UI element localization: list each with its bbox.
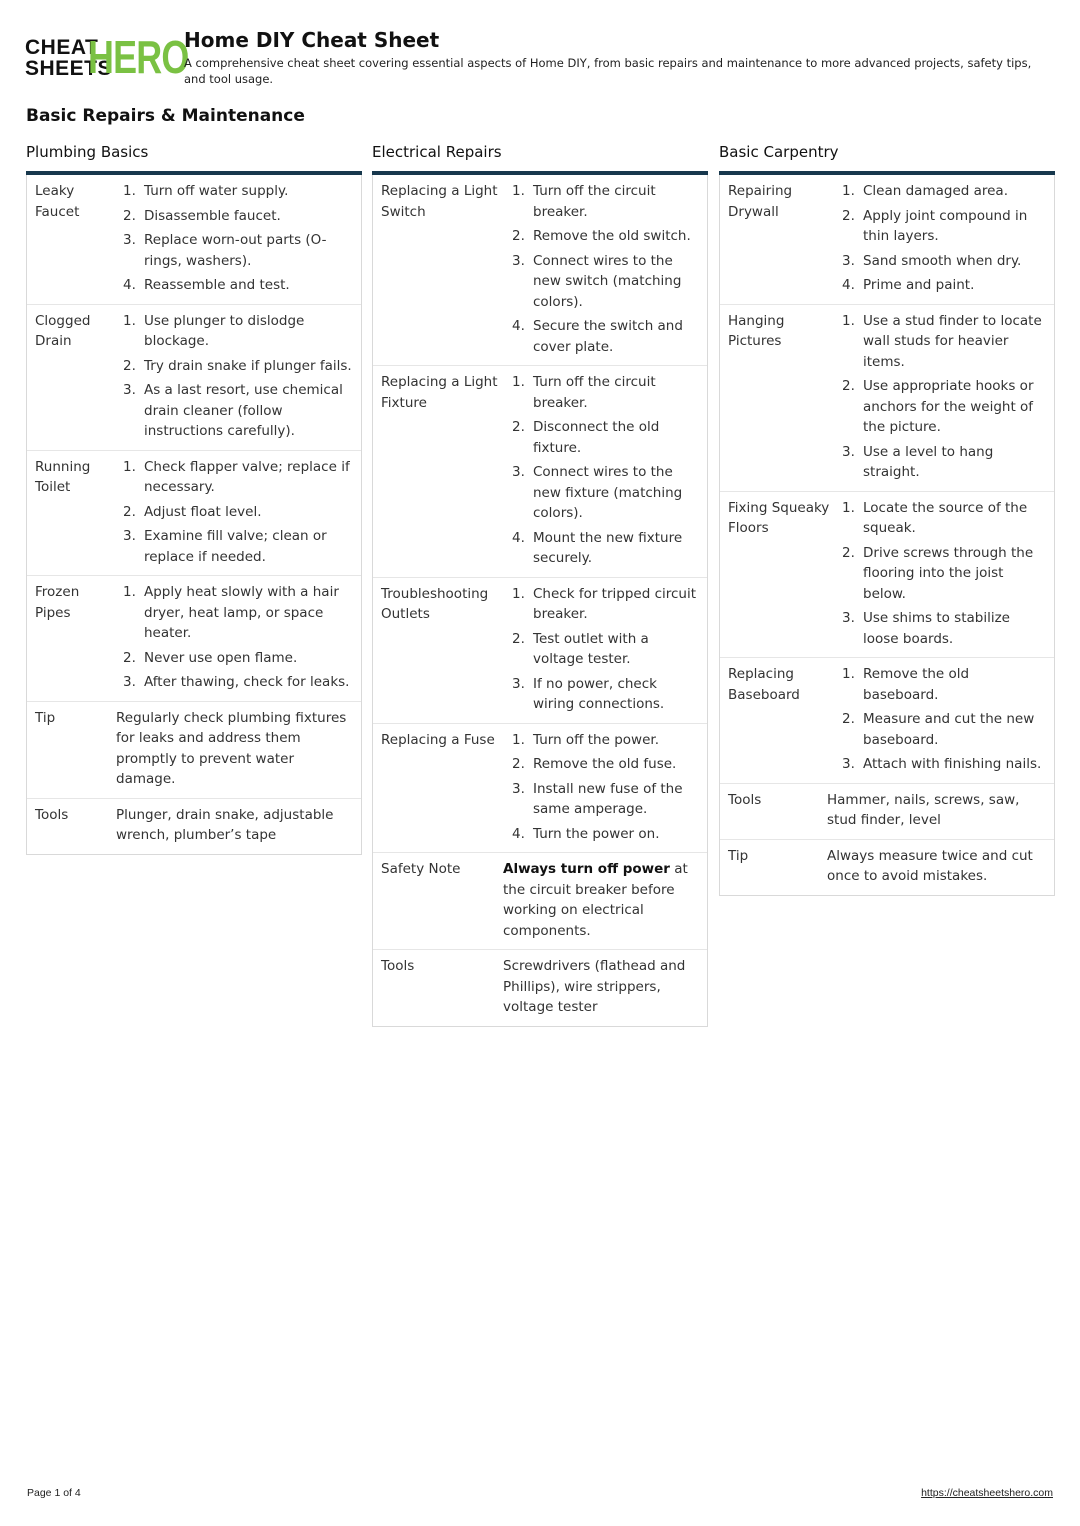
step-text: Adjust float level. (144, 503, 262, 520)
list-item: 3. Connect wires to the new switch (matching colors). (512, 252, 682, 310)
list-item: 1. Apply heat slowly with a hair dryer, heat lamp, or space heater. (123, 584, 339, 641)
step-text: Connect wires to the new switch (matching colors). (533, 252, 682, 310)
step-text: Check for tripped circuit breaker. (533, 585, 697, 622)
step-text: Sand smooth when dry. (863, 252, 1022, 269)
steps-list (505, 584, 707, 715)
table-row (720, 175, 1054, 305)
row-label: Fixing Squeaky Floors (728, 499, 830, 536)
table-row (27, 175, 361, 305)
list-item: 3. Use shims to stabilize loose boards. (842, 610, 1010, 647)
list-item: 2. Disconnect the old fixture. (512, 419, 660, 456)
steps-list (116, 181, 361, 296)
steps-list (116, 457, 361, 568)
row-label: Tools (381, 958, 415, 974)
list-item: 1. Use a stud finder to locate wall studs for heavier items. (842, 312, 1042, 370)
page-description: A comprehensive cheat sheet covering essential aspects of Home DIY, from basic repairs and maintenance to more advanced projects, safety tips, and tool usage. (184, 56, 1032, 86)
step-text: Drive screws through the flooring into the joist below. (863, 544, 1034, 602)
row-label: Safety Note (381, 861, 461, 877)
list-item: 2. Adjust float level. (123, 503, 262, 520)
list-item: 2. Apply joint compound in thin layers. (842, 207, 1028, 244)
table-row-tools (720, 784, 1054, 840)
step-text: Remove the old switch. (533, 228, 691, 244)
plumbing-table (26, 175, 362, 855)
step-text: Use a level to hang straight. (863, 443, 994, 480)
list-item: 2. Remove the old fuse. (512, 756, 677, 772)
list-item: 1. Turn off the circuit breaker. (512, 183, 656, 220)
step-text: Mount the new fixture securely. (533, 529, 683, 566)
step-text: Connect wires to the new fixture (matching colors). (533, 464, 683, 521)
carpentry-title: Basic Carpentry (719, 143, 839, 161)
step-text: Turn off water supply. (144, 183, 289, 199)
list-item: 1. Turn off water supply. (123, 183, 289, 199)
site-link[interactable]: https://cheatsheetshero.com (921, 1487, 1053, 1499)
step-text: Apply heat slowly with a hair dryer, heat lamp, or space heater. (144, 584, 339, 641)
list-item: 2. Remove the old switch. (512, 228, 691, 244)
table-row-safety (373, 853, 707, 950)
list-item: 2. Test outlet with a voltage tester. (512, 630, 649, 667)
table-row (720, 658, 1054, 784)
row-label: Replacing a Light Switch (381, 183, 498, 220)
section-title: Basic Repairs & Maintenance (26, 106, 305, 126)
table-row (720, 305, 1054, 492)
step-text: Locate the source of the squeak. (863, 499, 1028, 536)
safety-rest: at the circuit breaker before working on electrical components. (503, 861, 688, 939)
steps-list (505, 730, 707, 845)
step-text: Turn the power on. (533, 825, 660, 842)
list-item: 4. Prime and paint. (842, 277, 975, 293)
table-row (373, 724, 707, 854)
cheatsheetshero-logo (25, 31, 189, 83)
list-item: 2. Use appropriate hooks or anchors for the weight of the picture. (842, 378, 1034, 435)
list-item: 3. Install new fuse of the same amperage. (512, 780, 683, 817)
step-text: Install new fuse of the same amperage. (533, 780, 683, 817)
list-item: 3. Replace worn-out parts (O-rings, washers). (123, 232, 327, 269)
table-row-tools (373, 950, 707, 1026)
steps-list (835, 181, 1054, 296)
step-text: Secure the switch and cover plate. (533, 318, 683, 355)
plumbing-title: Plumbing Basics (26, 143, 149, 161)
row-label: Replacing a Light Fixture (381, 374, 498, 411)
tools-text: Hammer, nails, screws, saw, stud finder, level (827, 791, 1020, 828)
safety-text (503, 859, 707, 941)
step-text: Turn off the power. (533, 731, 659, 748)
steps-list (835, 664, 1054, 775)
list-item: 3. Attach with finishing nails. (842, 756, 1042, 772)
list-item: 1. Locate the source of the squeak. (842, 499, 1028, 536)
row-label: Repairing Drywall (728, 183, 793, 220)
table-row (27, 576, 361, 702)
list-item: 2. Never use open flame. (123, 649, 298, 666)
carpentry-table (719, 175, 1055, 896)
row-label: Tip (35, 709, 56, 726)
step-text: If no power, check wiring connections. (533, 675, 665, 712)
step-text: As a last resort, use chemical drain cleaner (follow instructions carefully). (144, 382, 343, 439)
step-text: Clean damaged area. (863, 183, 1008, 199)
page-title: Home DIY Cheat Sheet (184, 28, 440, 52)
list-item: 4. Secure the switch and cover plate. (512, 318, 683, 355)
step-text: Replace worn-out parts (O-rings, washers). (144, 232, 327, 269)
logo-text-hero: HERO (88, 31, 189, 83)
steps-list (116, 311, 361, 442)
step-text: Use plunger to dislodge blockage. (144, 312, 305, 349)
table-row (373, 578, 707, 724)
steps-list (505, 372, 707, 569)
table-row (27, 305, 361, 451)
step-text: Attach with finishing nails. (863, 756, 1042, 772)
list-item: 2. Measure and cut the new baseboard. (842, 711, 1035, 748)
table-row (373, 175, 707, 366)
list-item: 1. Use plunger to dislodge blockage. (123, 312, 305, 349)
list-item: 1. Turn off the circuit breaker. (512, 374, 656, 411)
step-text: Use shims to stabilize loose boards. (863, 610, 1010, 647)
table-row-tip (720, 840, 1054, 895)
step-text: Turn off the circuit breaker. (533, 183, 656, 220)
step-text: Use appropriate hooks or anchors for the weight of the picture. (863, 378, 1034, 435)
steps-list (505, 181, 707, 357)
list-item: 3. After thawing, check for leaks. (123, 674, 350, 690)
list-item: 3. Examine fill valve; clean or replace if needed. (123, 528, 327, 565)
list-item: 3. Connect wires to the new fixture (matching colors). (512, 464, 683, 521)
step-text: Turn off the circuit breaker. (533, 374, 656, 411)
carpentry-card (719, 142, 1055, 896)
step-text: Try drain snake if plunger fails. (144, 357, 352, 374)
list-item: 1. Turn off the power. (512, 731, 659, 748)
table-row-tip (27, 702, 361, 799)
tip-text: Always measure twice and cut once to avoid mistakes. (827, 847, 1033, 884)
step-text: Prime and paint. (863, 277, 975, 293)
row-label: Hanging Pictures (728, 312, 785, 349)
list-item: 4. Turn the power on. (512, 825, 660, 842)
row-label: Replacing Baseboard (728, 666, 800, 703)
step-text: After thawing, check for leaks. (144, 674, 350, 690)
list-item: 3. Sand smooth when dry. (842, 252, 1022, 269)
steps-list (116, 582, 361, 693)
table-row-tools (27, 799, 361, 854)
table-row (373, 366, 707, 578)
table-row (27, 451, 361, 577)
step-text: Use a stud finder to locate wall studs for heavier items. (863, 312, 1042, 370)
row-label: Tools (35, 806, 69, 823)
electrical-card (372, 142, 708, 1027)
list-item: 3. As a last resort, use chemical drain cleaner (follow instructions carefully). (123, 382, 343, 439)
row-label: Tip (728, 847, 749, 864)
list-item: 3. Use a level to hang straight. (842, 443, 994, 480)
row-label: Running Toilet (35, 458, 91, 495)
step-text: Never use open flame. (144, 649, 298, 666)
electrical-title: Electrical Repairs (372, 143, 502, 161)
row-label: Troubleshooting Outlets (381, 585, 489, 622)
page-number: Page 1 of 4 (27, 1487, 81, 1499)
steps-list (835, 498, 1054, 650)
step-text: Measure and cut the new baseboard. (863, 711, 1035, 748)
step-text: Disconnect the old fixture. (533, 419, 660, 456)
steps-list (835, 311, 1054, 483)
row-label: Leaky Faucet (35, 183, 80, 220)
list-item: 1. Clean damaged area. (842, 183, 1008, 199)
list-item: 2. Disassemble faucet. (123, 207, 281, 224)
plumbing-card (26, 142, 362, 855)
tip-text: Regularly check plumbing fixtures for leaks and address them promptly to prevent water damage. (116, 709, 347, 787)
step-text: Apply joint compound in thin layers. (863, 207, 1028, 244)
row-label: Replacing a Fuse (381, 731, 495, 748)
row-label: Tools (728, 791, 762, 808)
tools-text: Plunger, drain snake, adjustable wrench, plumber’s tape (116, 806, 334, 843)
logo-text-cheat: CHEAT (25, 36, 99, 59)
row-label: Frozen Pipes (35, 584, 80, 621)
list-item: 2. Try drain snake if plunger fails. (123, 357, 352, 374)
step-text: Check flapper valve; replace if necessary. (144, 458, 350, 495)
step-text: Test outlet with a voltage tester. (533, 630, 649, 667)
list-item: 2. Drive screws through the flooring into the joist below. (842, 544, 1034, 602)
step-text: Disassemble faucet. (144, 207, 281, 224)
step-text: Reassemble and test. (144, 277, 290, 293)
logo-text-sheets: SHEETS (25, 57, 113, 80)
step-text: Examine fill valve; clean or replace if needed. (144, 528, 327, 565)
list-item: 1. Remove the old baseboard. (842, 666, 970, 703)
list-item: 1. Check flapper valve; replace if necessary. (123, 458, 350, 495)
step-text: Remove the old fuse. (533, 756, 677, 772)
list-item: 1. Check for tripped circuit breaker. (512, 585, 697, 622)
safety-emphasis: Always turn off power (503, 861, 670, 877)
list-item: 3. If no power, check wiring connections. (512, 675, 665, 712)
tools-text: Screwdrivers (flathead and Phillips), wire strippers, voltage tester (503, 958, 686, 1015)
step-text: Remove the old baseboard. (863, 666, 970, 703)
list-item: 4. Reassemble and test. (123, 277, 290, 293)
electrical-table (372, 175, 708, 1027)
table-row (720, 492, 1054, 659)
row-label: Clogged Drain (35, 312, 91, 349)
list-item: 4. Mount the new fixture securely. (512, 529, 683, 566)
